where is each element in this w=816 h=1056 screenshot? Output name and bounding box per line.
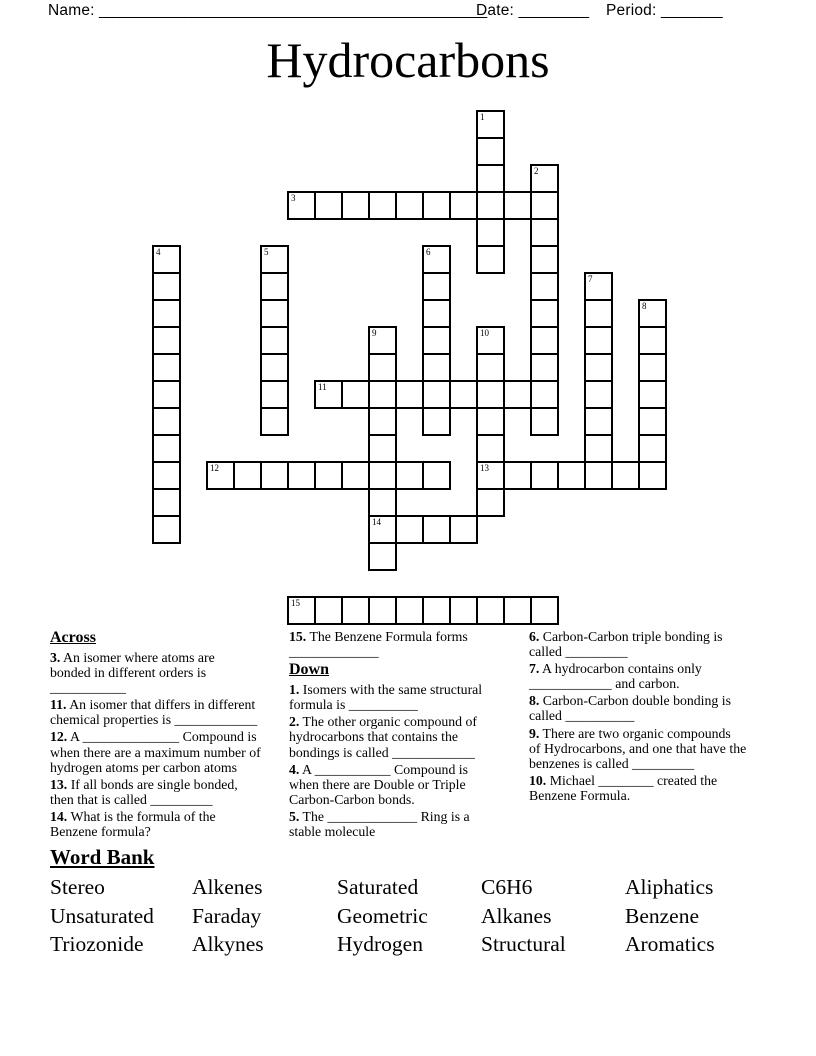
clue-line: 11. An isomer that differs in different bbox=[50, 697, 256, 713]
clue-line: hydrogen atoms per carbon atoms bbox=[50, 759, 237, 775]
clue-line: stable molecule bbox=[289, 824, 376, 840]
grid-cell bbox=[638, 461, 667, 490]
clue-line: 13. If all bonds are single bonded, bbox=[50, 776, 238, 792]
clue-line: 6. Carbon-Carbon triple bonding is bbox=[529, 629, 723, 644]
grid-cell-number: 12 bbox=[210, 463, 219, 473]
grid-cell bbox=[152, 461, 181, 490]
grid-cell bbox=[260, 461, 289, 490]
period-field bbox=[606, 2, 723, 20]
clue-12 bbox=[50, 729, 288, 774]
right-clues-column bbox=[529, 629, 771, 805]
word-bank-column bbox=[481, 873, 566, 959]
grid-cell bbox=[287, 461, 316, 490]
clue-line: 1. Isomers with the same structural bbox=[289, 682, 483, 698]
grid-cell bbox=[368, 515, 397, 544]
grid-cell bbox=[530, 191, 559, 220]
grid-cell bbox=[152, 515, 181, 544]
name-blank-line: ____________________________________________ bbox=[99, 2, 488, 19]
word-bank-word: Stereo bbox=[50, 875, 105, 899]
grid-cell bbox=[260, 326, 289, 355]
clue-line: bonded in different orders is bbox=[50, 665, 207, 681]
grid-cell-number: 8 bbox=[642, 301, 647, 311]
grid-cell bbox=[584, 299, 613, 328]
clue-line: 14. What is the formula of the bbox=[50, 808, 216, 824]
grid-cell bbox=[314, 461, 343, 490]
grid-cell bbox=[530, 326, 559, 355]
word-bank-word: Triozonide bbox=[50, 932, 144, 957]
grid-cell-number: 5 bbox=[264, 247, 269, 257]
word-bank-column bbox=[337, 873, 428, 959]
word-bank-word: Hydrogen bbox=[337, 932, 423, 957]
grid-cell bbox=[152, 245, 181, 274]
across-heading: Across bbox=[50, 629, 96, 646]
clue-line: bondings is called ____________ bbox=[289, 744, 475, 760]
clue-line: chemical properties is ____________ bbox=[50, 712, 258, 728]
clue-line: Benzene formula? bbox=[50, 824, 151, 840]
word-bank-heading: Word Bank bbox=[50, 845, 155, 869]
grid-cell bbox=[368, 542, 397, 571]
grid-cell bbox=[584, 272, 613, 301]
grid-cell bbox=[152, 407, 181, 436]
grid-cell bbox=[152, 299, 181, 328]
grid-cell bbox=[638, 407, 667, 436]
across-clue-list-continued bbox=[289, 629, 529, 659]
grid-cell bbox=[422, 353, 451, 382]
grid-cell bbox=[368, 380, 397, 409]
grid-cell bbox=[476, 137, 505, 166]
clue-line: 8. Carbon-Carbon double bonding is bbox=[529, 693, 731, 709]
grid-cell bbox=[476, 110, 505, 139]
clue-line: _____________ bbox=[289, 644, 379, 660]
word-bank-column bbox=[50, 873, 154, 959]
clue-14 bbox=[50, 809, 288, 839]
across-clue-list bbox=[50, 650, 288, 839]
grid-cell bbox=[584, 380, 613, 409]
clue-line: Carbon-Carbon bonds. bbox=[289, 791, 415, 807]
grid-cell bbox=[422, 515, 451, 544]
grid-cell-number: 9 bbox=[372, 328, 377, 338]
middle-clues-column bbox=[289, 629, 529, 841]
grid-cell bbox=[449, 380, 478, 409]
grid-cell bbox=[638, 326, 667, 355]
grid-cell bbox=[368, 191, 397, 220]
grid-cell bbox=[476, 164, 505, 193]
clue-number: 13. bbox=[50, 776, 68, 792]
clue-line: formula is __________ bbox=[289, 697, 418, 713]
date-field bbox=[476, 2, 589, 20]
clue-line: 15. The Benzene Formula forms bbox=[289, 629, 468, 644]
word-bank-word: Faraday bbox=[192, 903, 262, 928]
grid-cell bbox=[503, 380, 532, 409]
grid-cell-number: 15 bbox=[291, 598, 300, 608]
clue-9 bbox=[529, 726, 771, 771]
page-title: Hydrocarbons bbox=[266, 32, 550, 88]
grid-cell bbox=[422, 272, 451, 301]
across-clues-column bbox=[50, 629, 288, 841]
word-bank-word: Benzene bbox=[625, 903, 700, 928]
down-clue-list bbox=[289, 682, 529, 839]
grid-cell bbox=[638, 353, 667, 382]
clue-line: of Hydrocarbons, and one that have the bbox=[529, 740, 747, 756]
grid-cell bbox=[422, 380, 451, 409]
grid-cell bbox=[476, 596, 505, 625]
clue-line: when there are a maximum number of bbox=[50, 744, 261, 760]
clue-line: 5. The _____________ Ring is a bbox=[289, 808, 470, 824]
grid-cell bbox=[638, 299, 667, 328]
grid-cell bbox=[233, 461, 262, 490]
clue-line: 2. The other organic compound of bbox=[289, 714, 478, 730]
clue-line: ___________ bbox=[50, 680, 126, 696]
grid-cell bbox=[341, 596, 370, 625]
clue-number: 10. bbox=[529, 772, 547, 788]
clue-number: 3. bbox=[50, 650, 61, 665]
grid-cell bbox=[260, 299, 289, 328]
clue-15 bbox=[289, 629, 529, 659]
grid-cell bbox=[395, 515, 424, 544]
grid-cell bbox=[422, 596, 451, 625]
clue-line: hydrocarbons that contains the bbox=[289, 729, 458, 745]
grid-cell-number: 3 bbox=[291, 193, 296, 203]
grid-cell-number: 11 bbox=[318, 382, 327, 392]
clue-7 bbox=[529, 661, 771, 691]
grid-cell bbox=[152, 326, 181, 355]
clue-line: benzenes is called _________ bbox=[529, 755, 695, 771]
grid-cell bbox=[503, 461, 532, 490]
grid-cell-number: 1 bbox=[480, 112, 485, 122]
grid-cell bbox=[152, 272, 181, 301]
clue-8 bbox=[529, 693, 771, 723]
name-field bbox=[48, 2, 487, 20]
clue-line: called _________ bbox=[529, 644, 628, 660]
grid-cell bbox=[530, 407, 559, 436]
grid-cell bbox=[287, 191, 316, 220]
grid-cell bbox=[341, 380, 370, 409]
grid-cell bbox=[422, 299, 451, 328]
clue-line: 4. A ___________ Compound is bbox=[289, 761, 469, 777]
grid-cell bbox=[449, 515, 478, 544]
clue-line: when there are Double or Triple bbox=[289, 776, 466, 792]
grid-cell bbox=[314, 596, 343, 625]
grid-cell bbox=[422, 191, 451, 220]
clue-line: 9. There are two organic compounds bbox=[529, 725, 731, 741]
grid-cell bbox=[584, 407, 613, 436]
grid-cell bbox=[476, 326, 505, 355]
clue-number: 15. bbox=[289, 629, 307, 644]
clue-2 bbox=[289, 714, 529, 759]
clue-number: 9. bbox=[529, 725, 540, 741]
grid-cell bbox=[476, 380, 505, 409]
grid-cell-number: 7 bbox=[588, 274, 593, 284]
grid-cell bbox=[476, 353, 505, 382]
grid-cell bbox=[395, 191, 424, 220]
name-label: Name: bbox=[48, 2, 95, 19]
word-bank-column bbox=[192, 873, 264, 959]
grid-cell bbox=[341, 461, 370, 490]
clue-number: 12. bbox=[50, 729, 68, 745]
grid-cell bbox=[368, 353, 397, 382]
grid-cell bbox=[476, 434, 505, 463]
word-bank-word: Unsaturated bbox=[50, 903, 154, 928]
clue-1 bbox=[289, 682, 529, 712]
clue-4 bbox=[289, 762, 529, 807]
grid-cell bbox=[422, 245, 451, 274]
grid-cell bbox=[152, 434, 181, 463]
grid-cell bbox=[476, 488, 505, 517]
clue-number: 4. bbox=[289, 761, 300, 777]
grid-cell bbox=[530, 245, 559, 274]
word-bank-word: Alkenes bbox=[192, 875, 263, 899]
grid-cell bbox=[368, 326, 397, 355]
grid-cell-number: 4 bbox=[156, 247, 161, 257]
clue-number: 8. bbox=[529, 693, 540, 709]
clue-line: 12. A ______________ Compound is bbox=[50, 729, 257, 745]
grid-cell bbox=[584, 461, 613, 490]
clue-number: 14. bbox=[50, 808, 68, 824]
grid-cell bbox=[260, 380, 289, 409]
word-bank bbox=[50, 873, 770, 963]
grid-cell bbox=[422, 407, 451, 436]
grid-cell bbox=[476, 218, 505, 247]
grid-cell bbox=[584, 434, 613, 463]
grid-cell bbox=[368, 461, 397, 490]
word-bank-word: Saturated bbox=[337, 875, 419, 899]
period-blank-line: _______ bbox=[661, 2, 723, 19]
date-blank-line: ________ bbox=[518, 2, 590, 19]
grid-cell bbox=[557, 461, 586, 490]
grid-cell bbox=[260, 353, 289, 382]
grid-cell bbox=[530, 380, 559, 409]
clue-line: 7. A hydrocarbon contains only bbox=[529, 661, 702, 677]
grid-cell bbox=[152, 353, 181, 382]
grid-cell bbox=[314, 380, 343, 409]
grid-cell bbox=[530, 596, 559, 625]
grid-cell bbox=[638, 434, 667, 463]
grid-cell bbox=[260, 272, 289, 301]
clue-5 bbox=[289, 809, 529, 839]
clue-line: 3. An isomer where atoms are bbox=[50, 650, 215, 665]
grid-cell bbox=[530, 272, 559, 301]
down-heading: Down bbox=[289, 661, 330, 679]
grid-cell-number: 14 bbox=[372, 517, 381, 527]
clue-line: then that is called _________ bbox=[50, 791, 213, 807]
word-bank-word: Alkynes bbox=[192, 932, 264, 957]
grid-cell bbox=[530, 299, 559, 328]
grid-cell bbox=[530, 218, 559, 247]
clue-number: 6. bbox=[529, 629, 540, 644]
word-bank-word: Geometric bbox=[337, 903, 428, 928]
grid-cell bbox=[422, 461, 451, 490]
period-label: Period: bbox=[606, 2, 657, 19]
clue-13 bbox=[50, 777, 288, 807]
grid-cell-number: 6 bbox=[426, 247, 431, 257]
clue-3 bbox=[50, 650, 288, 695]
grid-cell-number: 2 bbox=[534, 166, 539, 176]
word-bank-word: C6H6 bbox=[481, 875, 533, 899]
grid-cell bbox=[260, 407, 289, 436]
word-bank-word: Structural bbox=[481, 932, 566, 957]
word-bank-column bbox=[625, 873, 715, 959]
grid-cell bbox=[584, 353, 613, 382]
grid-cell bbox=[503, 191, 532, 220]
grid-cell bbox=[503, 596, 532, 625]
word-bank-word: Aromatics bbox=[625, 932, 715, 957]
grid-cell bbox=[449, 191, 478, 220]
grid-cell bbox=[395, 380, 424, 409]
clue-line: ____________ and carbon. bbox=[529, 676, 680, 692]
grid-cell bbox=[287, 596, 316, 625]
clue-number: 11. bbox=[50, 697, 67, 713]
grid-cell bbox=[476, 245, 505, 274]
grid-cell bbox=[152, 488, 181, 517]
word-bank-word: Aliphatics bbox=[625, 875, 714, 899]
grid-cell bbox=[611, 461, 640, 490]
grid-cell bbox=[449, 596, 478, 625]
grid-cell bbox=[476, 407, 505, 436]
grid-cell bbox=[584, 326, 613, 355]
clue-number: 2. bbox=[289, 714, 300, 730]
clue-line: Benzene Formula. bbox=[529, 787, 631, 803]
clue-line: 10. Michael ________ created the bbox=[529, 772, 718, 788]
grid-cell bbox=[476, 461, 505, 490]
clue-6 bbox=[529, 629, 771, 659]
grid-cell bbox=[368, 488, 397, 517]
grid-cell bbox=[476, 191, 505, 220]
grid-cell bbox=[152, 380, 181, 409]
crossword-grid bbox=[152, 110, 667, 625]
clue-11 bbox=[50, 697, 288, 727]
word-bank-word: Alkanes bbox=[481, 903, 552, 928]
grid-cell bbox=[368, 596, 397, 625]
clue-line: called __________ bbox=[529, 708, 635, 724]
grid-cell bbox=[206, 461, 235, 490]
down-clue-list-continued bbox=[529, 629, 771, 803]
clue-number: 7. bbox=[529, 661, 540, 677]
grid-cell bbox=[341, 191, 370, 220]
clue-number: 1. bbox=[289, 682, 300, 698]
grid-cell bbox=[260, 245, 289, 274]
grid-cell bbox=[395, 461, 424, 490]
grid-cell bbox=[395, 596, 424, 625]
grid-cell bbox=[368, 434, 397, 463]
grid-cell bbox=[530, 164, 559, 193]
grid-cell bbox=[422, 326, 451, 355]
grid-cell bbox=[314, 191, 343, 220]
grid-cell bbox=[530, 353, 559, 382]
date-label: Date: bbox=[476, 2, 515, 19]
grid-cell bbox=[530, 461, 559, 490]
clue-number: 5. bbox=[289, 808, 300, 824]
grid-cell-number: 10 bbox=[480, 328, 489, 338]
grid-cell-number: 13 bbox=[480, 463, 489, 473]
grid-cell bbox=[638, 380, 667, 409]
grid-cell bbox=[368, 407, 397, 436]
clue-10 bbox=[529, 773, 771, 803]
